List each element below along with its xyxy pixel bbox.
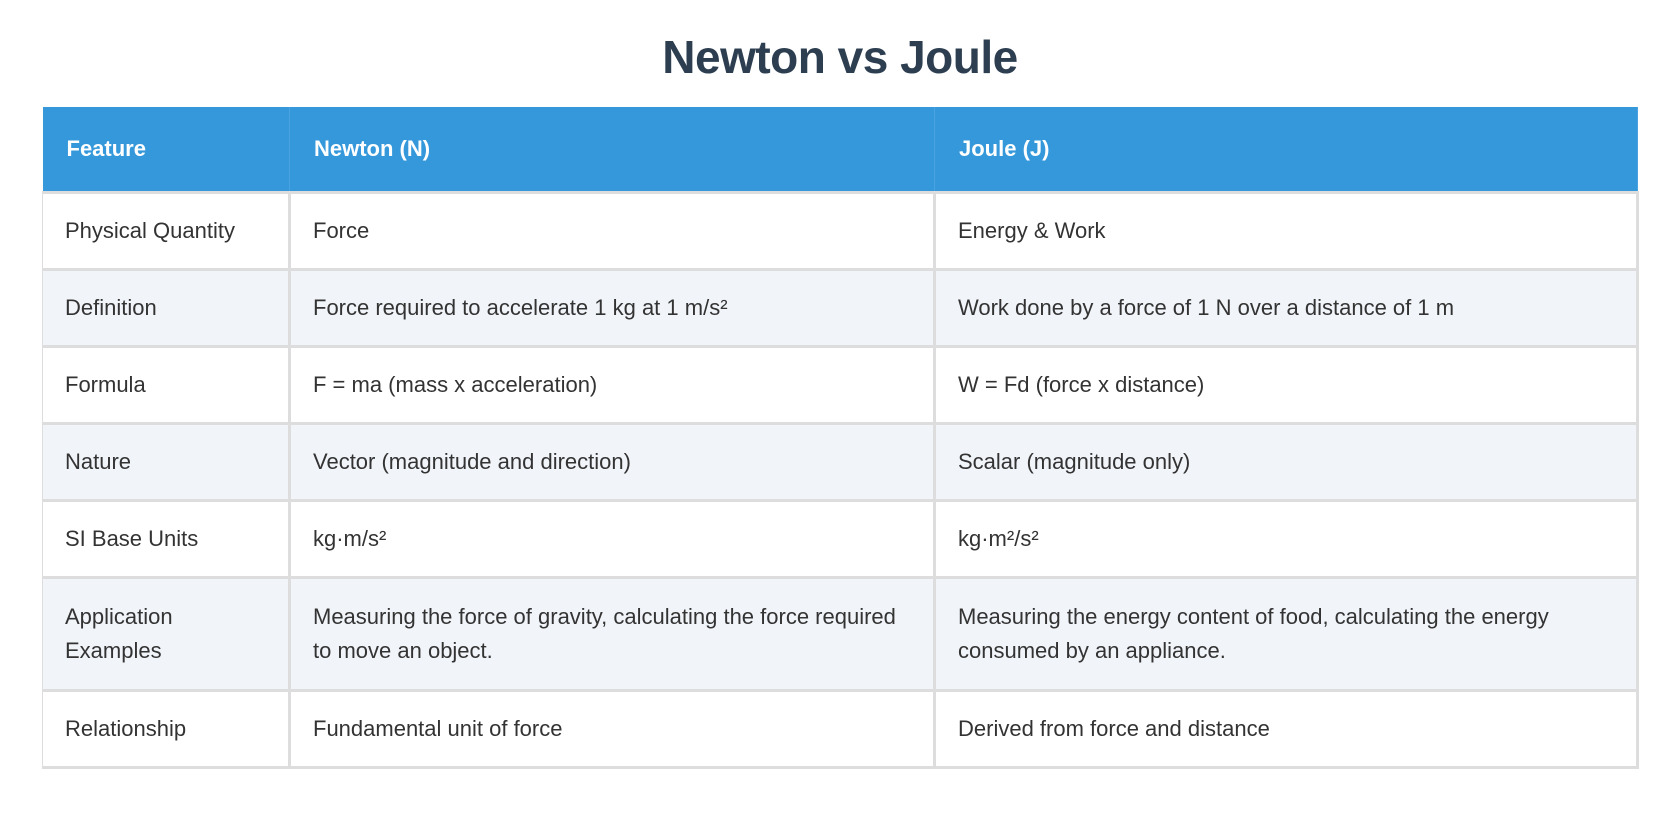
header-newton: Newton (N) — [290, 107, 935, 193]
table-row — [43, 691, 1638, 768]
feature-cell: Formula — [43, 347, 290, 424]
page-title: Newton vs Joule — [662, 31, 1018, 83]
joule-cell: Measuring the energy content of food, calculating the energy consumed by an appliance. — [935, 578, 1638, 691]
table-row — [43, 347, 1638, 424]
feature-cell: Application Examples — [43, 578, 290, 691]
feature-cell: Nature — [43, 424, 290, 501]
newton-cell: Force — [290, 193, 935, 270]
feature-cell: Physical Quantity — [43, 193, 290, 270]
comparison-table — [42, 107, 1639, 769]
joule-cell: Energy & Work — [935, 193, 1638, 270]
newton-cell: Vector (magnitude and direction) — [290, 424, 935, 501]
newton-cell: kg·m/s² — [290, 501, 935, 578]
joule-cell: W = Fd (force x distance) — [935, 347, 1638, 424]
joule-cell: Scalar (magnitude only) — [935, 424, 1638, 501]
newton-cell: Measuring the force of gravity, calculating the force required to move an object. — [290, 578, 935, 691]
newton-cell: Fundamental unit of force — [290, 691, 935, 768]
joule-cell: Derived from force and distance — [935, 691, 1638, 768]
newton-cell: F = ma (mass x acceleration) — [290, 347, 935, 424]
table-row — [43, 501, 1638, 578]
joule-cell: Work done by a force of 1 N over a distance of 1 m — [935, 270, 1638, 347]
table-row — [43, 270, 1638, 347]
feature-cell: Relationship — [43, 691, 290, 768]
feature-cell: SI Base Units — [43, 501, 290, 578]
table-header-row — [43, 107, 1638, 193]
table-row — [43, 578, 1638, 691]
table-row — [43, 193, 1638, 270]
newton-cell: Force required to accelerate 1 kg at 1 m/s² — [290, 270, 935, 347]
feature-cell: Definition — [43, 270, 290, 347]
table-row — [43, 424, 1638, 501]
header-feature: Feature — [43, 107, 290, 193]
header-joule: Joule (J) — [935, 107, 1638, 193]
joule-cell: kg·m²/s² — [935, 501, 1638, 578]
